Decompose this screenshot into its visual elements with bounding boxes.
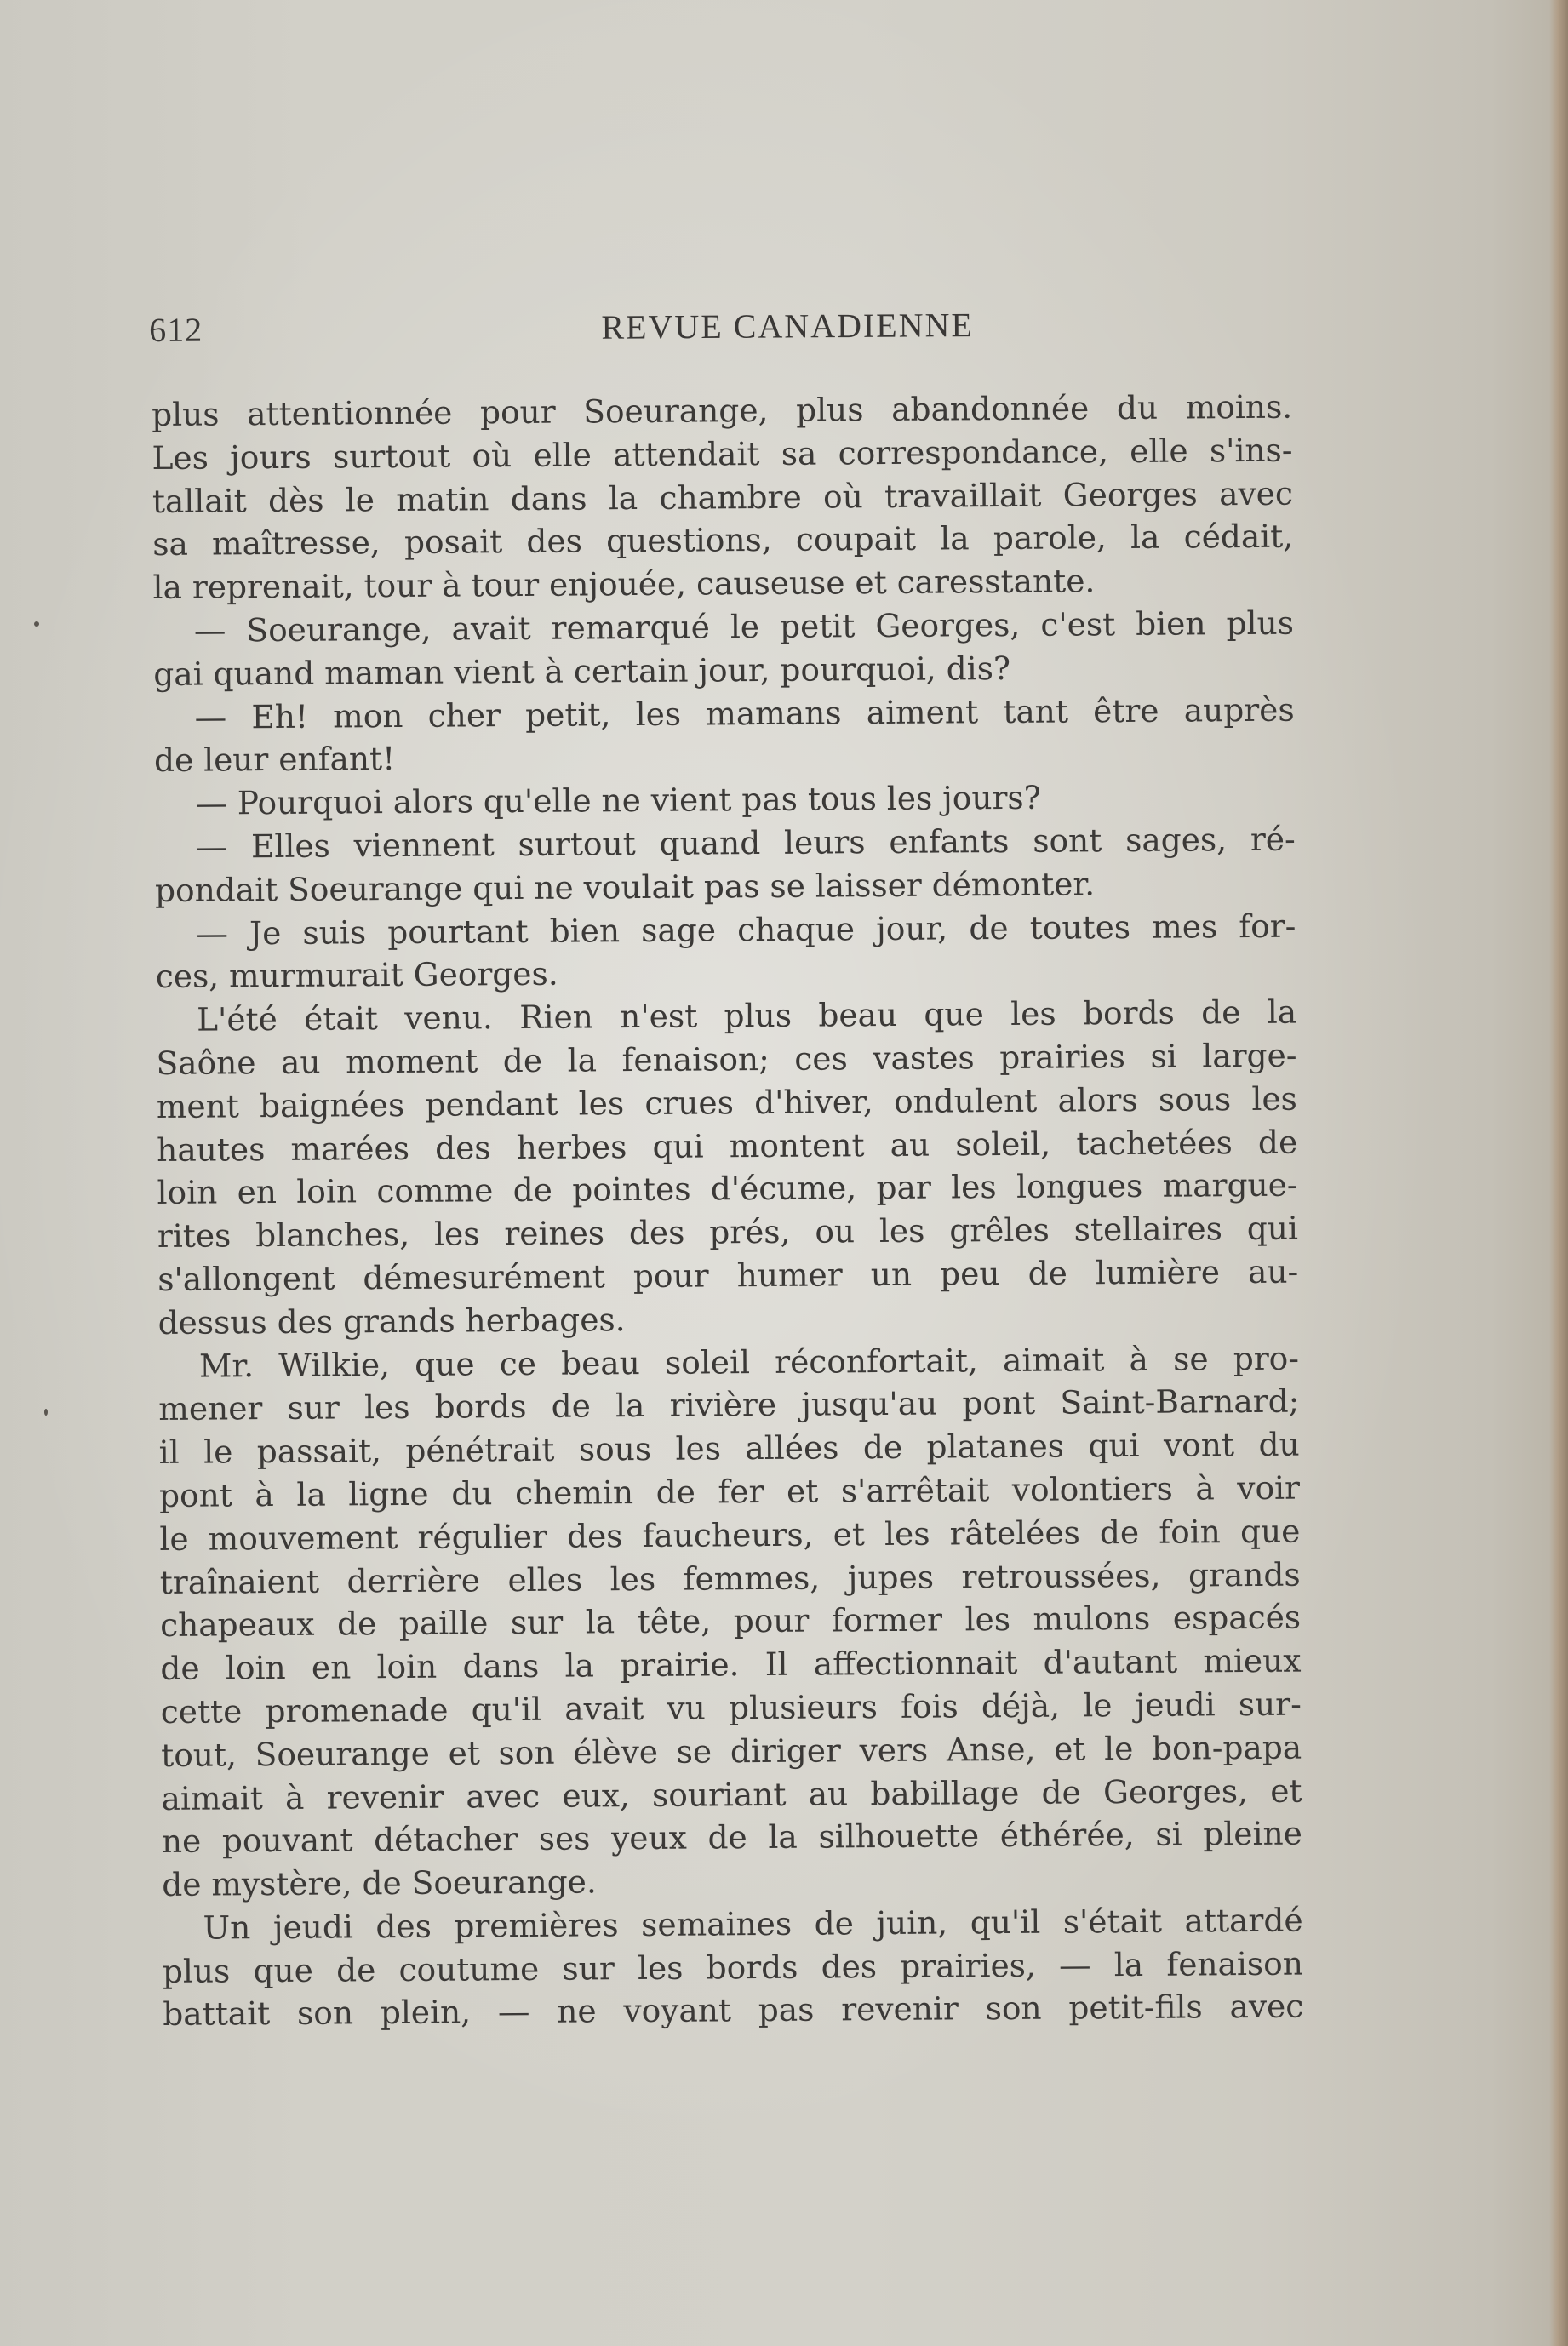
text-line: rites blanches, les reines des prés, ou les grêles stellaires qui (157, 1209, 1299, 1256)
text-line: battait son plein, — ne voyant pas revenir son petit-fils avec (163, 1988, 1304, 2034)
text-line: de mystère, de Soeurange. (162, 1862, 597, 1904)
text-line: sa maîtresse, posait des questions, coupait la parole, la cédait, (152, 518, 1294, 564)
page-edge-shadow (1549, 0, 1568, 2346)
text-line: plus attentionnée pour Soeurange, plus abandonnée du moins. (152, 387, 1293, 433)
text-line: — Eh! mon cher petit, les mamans aiment tant être auprès (194, 690, 1295, 736)
text-line: loin en loin comme de pointes d'écume, par les longues margue- (157, 1165, 1298, 1212)
text-line: de leur enfant! (153, 740, 396, 780)
running-head: REVUE CANADIENNE (601, 306, 975, 346)
page-header (149, 303, 1290, 358)
text-line: cette promenade qu'il avait vu plusieurs fois déjà, le jeudi sur- (160, 1685, 1302, 1731)
text-line: plus que de coutume sur les bords des prairies, — la fenaison (162, 1944, 1304, 1990)
text-line: — Elles viennent surtout quand leurs enfants sont sages, ré- (195, 820, 1296, 866)
text-line: aimait à revenir avec eux, souriant au babillage de Georges, et (161, 1771, 1302, 1817)
text-line: — Pourquoi alors qu'elle ne vient pas tous les jours? (195, 778, 1041, 822)
text-line: mener sur les bords de la rivière jusqu'au pont Saint-Barnard; (158, 1382, 1300, 1428)
text-line: il le passait, pénétrait sous les allées de platanes qui vont du (158, 1425, 1300, 1472)
text-line: ces, murmurait Georges. (155, 955, 558, 996)
text-line: pont à la ligne du chemin de fer et s'arrêtait volontiers à voir (158, 1468, 1301, 1514)
text-line: chapeaux de paille sur la tête, pour former les mulons espacés (159, 1598, 1302, 1645)
text-line: Les jours surtout où elle attendait sa correspondance, elle s'ins- (152, 431, 1293, 477)
text-line: Mr. Wilkie, que ce beau soleil réconfortait, aimait à se pro- (198, 1339, 1300, 1385)
text-line: tallait dès le matin dans la chambre où travaillait Georges avec (152, 474, 1294, 520)
text-line: pondait Soeurange qui ne voulait pas se laisser démonter. (154, 865, 1096, 909)
text-line: la reprenait, tour à tour enjouée, causeuse et caresstante. (152, 562, 1096, 607)
page-number: 612 (149, 310, 203, 349)
paper-speck (44, 1409, 48, 1416)
text-line: — Je suis pourtant bien sage chaque jour, de toutes mes for- (196, 907, 1296, 953)
text-line: ne pouvant détacher ses yeux de la silhouette éthérée, si pleine (161, 1814, 1302, 1861)
text-line: L'été était venu. Rien n'est plus beau que les bords de la (196, 993, 1297, 1039)
text-line: tout, Soeurange et son élève se diriger vers Anse, et le bon-papa (161, 1728, 1302, 1774)
body-text (152, 386, 1303, 2037)
text-line: s'allongent démesurément pour humer un peu de lumière au- (157, 1252, 1299, 1298)
paper-speck (34, 621, 39, 627)
text-line: — Soeurange, avait remarqué le petit Georges, c'est bien plus (193, 604, 1295, 649)
text-line: de loin en loin dans la prairie. Il affectionnait d'autant mieux (160, 1641, 1302, 1688)
text-line: gai quand maman vient à certain jour, pourquoi, dis? (153, 649, 1011, 693)
text-line: Un jeudi des premières semaines de juin, qu'il s'était attardé (203, 1901, 1303, 1947)
text-line: dessus des grands herbages. (157, 1300, 626, 1342)
text-line: hautes marées des herbes qui montent au soleil, tachetées de (157, 1123, 1298, 1169)
text-line: traînaient derrière elles les femmes, jupes retroussées, grands (159, 1555, 1301, 1601)
text-line: le mouvement régulier des faucheurs, et les râtelées de foin que (159, 1512, 1301, 1558)
text-line: Saône au moment de la fenaison; ces vastes prairies si large- (156, 1036, 1297, 1082)
text-line: ment baignées pendant les crues d'hiver, ondulent alors sous les (156, 1079, 1297, 1125)
